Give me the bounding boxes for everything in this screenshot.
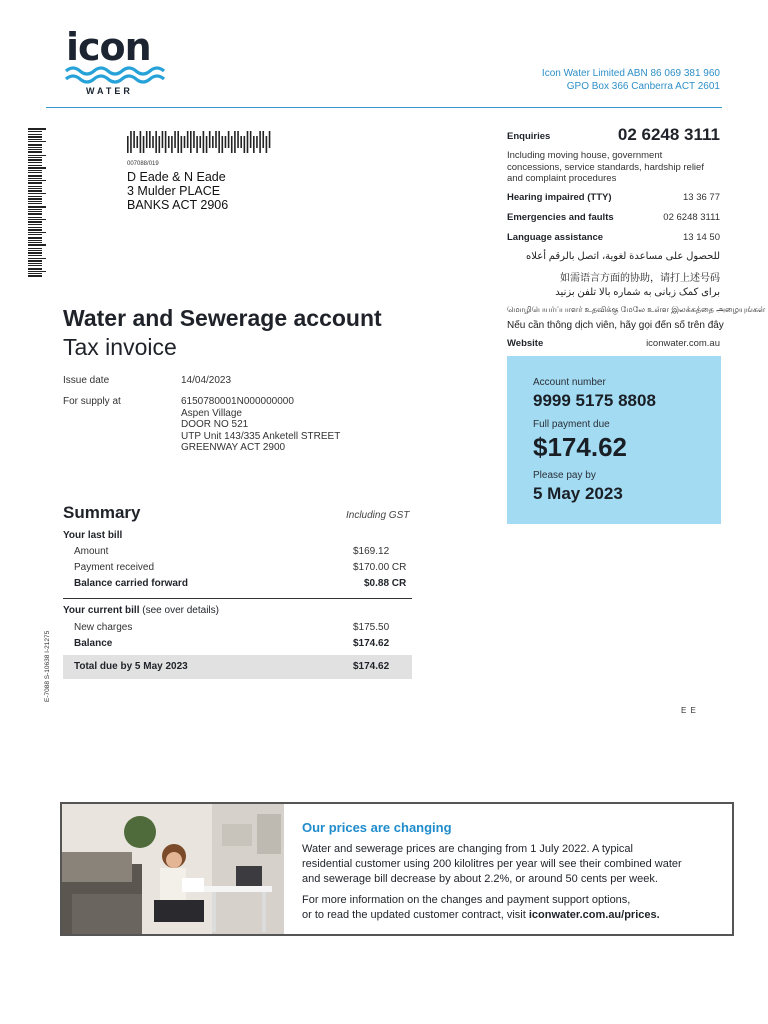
document-title: Water and Sewerage account: [63, 305, 382, 331]
gst-note: Including GST: [346, 510, 410, 521]
enquiries-label: Enquiries: [507, 131, 551, 142]
language-label: Language assistance: [507, 232, 604, 243]
promo-title: Our prices are changing: [302, 820, 452, 835]
addressee-street: 3 Mulder PLACE: [127, 184, 221, 198]
total-due-value: $174.62: [353, 661, 390, 672]
woman-reading-bill-photo: [62, 804, 284, 934]
addressee-suburb: BANKS ACT 2906: [127, 198, 229, 212]
payment-received-label: Payment received: [74, 562, 155, 573]
pay-by-date: 5 May 2023: [533, 484, 623, 503]
language-arabic: للحصول على مساعدة لغوية، اتصل بالرقم أعلاه: [526, 251, 720, 262]
balance-forward-label: Balance carried forward: [74, 578, 188, 589]
header-divider: [46, 107, 722, 108]
document-subtitle: Tax invoice: [63, 334, 177, 360]
language-persian: برای کمک زبانی به شماره بالا تلفن بزنید: [555, 287, 720, 298]
footer-code: E E: [681, 706, 697, 715]
website-label: Website: [507, 338, 544, 349]
new-charges-label: New charges: [74, 622, 133, 633]
supply-label: For supply at: [63, 396, 121, 407]
last-bill-amount-label: Amount: [74, 546, 109, 557]
water-waves-logo-icon: [64, 66, 158, 84]
promo-paragraph-1: [302, 842, 717, 887]
summary-title: Summary: [63, 503, 141, 522]
addressee-name: D Eade & N Eade: [127, 170, 226, 184]
language-vietnamese: Nếu cần thông dịch viên, hãy gọi đến số trên đây: [507, 320, 724, 331]
emergencies-number: 02 6248 3111: [663, 212, 720, 223]
total-due-label: Total due by 5 May 2023: [74, 661, 188, 672]
pay-by-label: Please pay by: [533, 470, 596, 481]
supply-line: DOOR NO 521: [181, 419, 249, 430]
promo-line-with-link: [302, 908, 717, 923]
language-chinese: 如需语言方面的协助，请打上述号码: [560, 273, 720, 284]
tty-number: 13 36 77: [683, 192, 720, 203]
enquiries-number: 02 6248 3111: [617, 125, 720, 144]
account-number-label: Account number: [533, 377, 606, 388]
issue-date-label: Issue date: [63, 375, 110, 386]
emergencies-label: Emergencies and faults: [507, 212, 614, 223]
promo-line: Water and sewerage prices are changing from 1 July 2022. A typical: [302, 843, 633, 855]
supply-line: Aspen Village: [181, 407, 242, 419]
payment-due-amount: $174.62: [533, 432, 627, 462]
price-change-banner: [60, 802, 734, 936]
current-bill-heading-text: Your current bill: [63, 605, 140, 616]
payment-received: $170.00 CR: [353, 562, 407, 573]
prices-link[interactable]: iconwater.com.au/prices.: [528, 909, 660, 921]
language-tamil: மொழிபெயர்ப்பாளர் உதவிக்கு மேலே உள்ள இலக்கத்தை அழையுங்கள்: [507, 305, 766, 314]
company-abn: Icon Water Limited ABN 86 069 381 960: [541, 68, 720, 79]
enquiries-note: Including moving house, government concessions, service standards, hardship relief and complaint procedures: [507, 150, 704, 184]
summary-divider: [63, 598, 412, 599]
mail-code: 007088/019: [127, 161, 159, 167]
company-address: GPO Box 366 Canberra ACT 2601: [566, 81, 720, 92]
language-number: 13 14 50: [683, 232, 720, 243]
logo-subtitle: WATER: [86, 86, 133, 96]
postal-barcode: [127, 131, 273, 153]
side-reference-code: E-7088 S-10638 I-21275: [44, 630, 51, 702]
current-bill-note: (see over details): [142, 605, 219, 616]
issue-date: 14/04/2023: [181, 375, 232, 386]
tty-label: Hearing impaired (TTY): [507, 192, 612, 203]
balance-label: Balance: [74, 638, 113, 649]
new-charges: $175.50: [353, 622, 390, 633]
supply-line: GREENWAY ACT 2900: [181, 442, 286, 453]
promo-line: and sewerage bill decrease by about 2.2%, or around 50 cents per week.: [302, 873, 658, 885]
promo-line: residential customer using 200 kilolitres per year will see their combined water: [302, 858, 682, 870]
promo-line: For more information on the changes and payment support options,: [302, 894, 631, 906]
last-bill-amount: $169.12: [353, 546, 390, 557]
balance-forward: $0.88 CR: [364, 578, 407, 589]
supply-address: [181, 396, 340, 454]
balance-value: $174.62: [353, 638, 390, 649]
payment-due-label: Full payment due: [533, 419, 610, 430]
website-link[interactable]: iconwater.com.au: [646, 338, 720, 349]
promo-line-text: or to read the updated customer contract, visit: [302, 909, 529, 921]
logo-wordmark: icon: [66, 25, 151, 69]
account-number: 9999 5175 8808: [533, 391, 656, 410]
promo-paragraph-2: [302, 893, 717, 923]
account-summary-box: [507, 356, 721, 524]
last-bill-heading: Your last bill: [63, 530, 123, 541]
vertical-barcode: [28, 128, 46, 278]
supply-line: UTP Unit 143/335 Anketell STREET: [181, 430, 341, 442]
supply-line: 6150780001N000000000: [181, 396, 294, 407]
current-bill-heading: [63, 605, 219, 616]
